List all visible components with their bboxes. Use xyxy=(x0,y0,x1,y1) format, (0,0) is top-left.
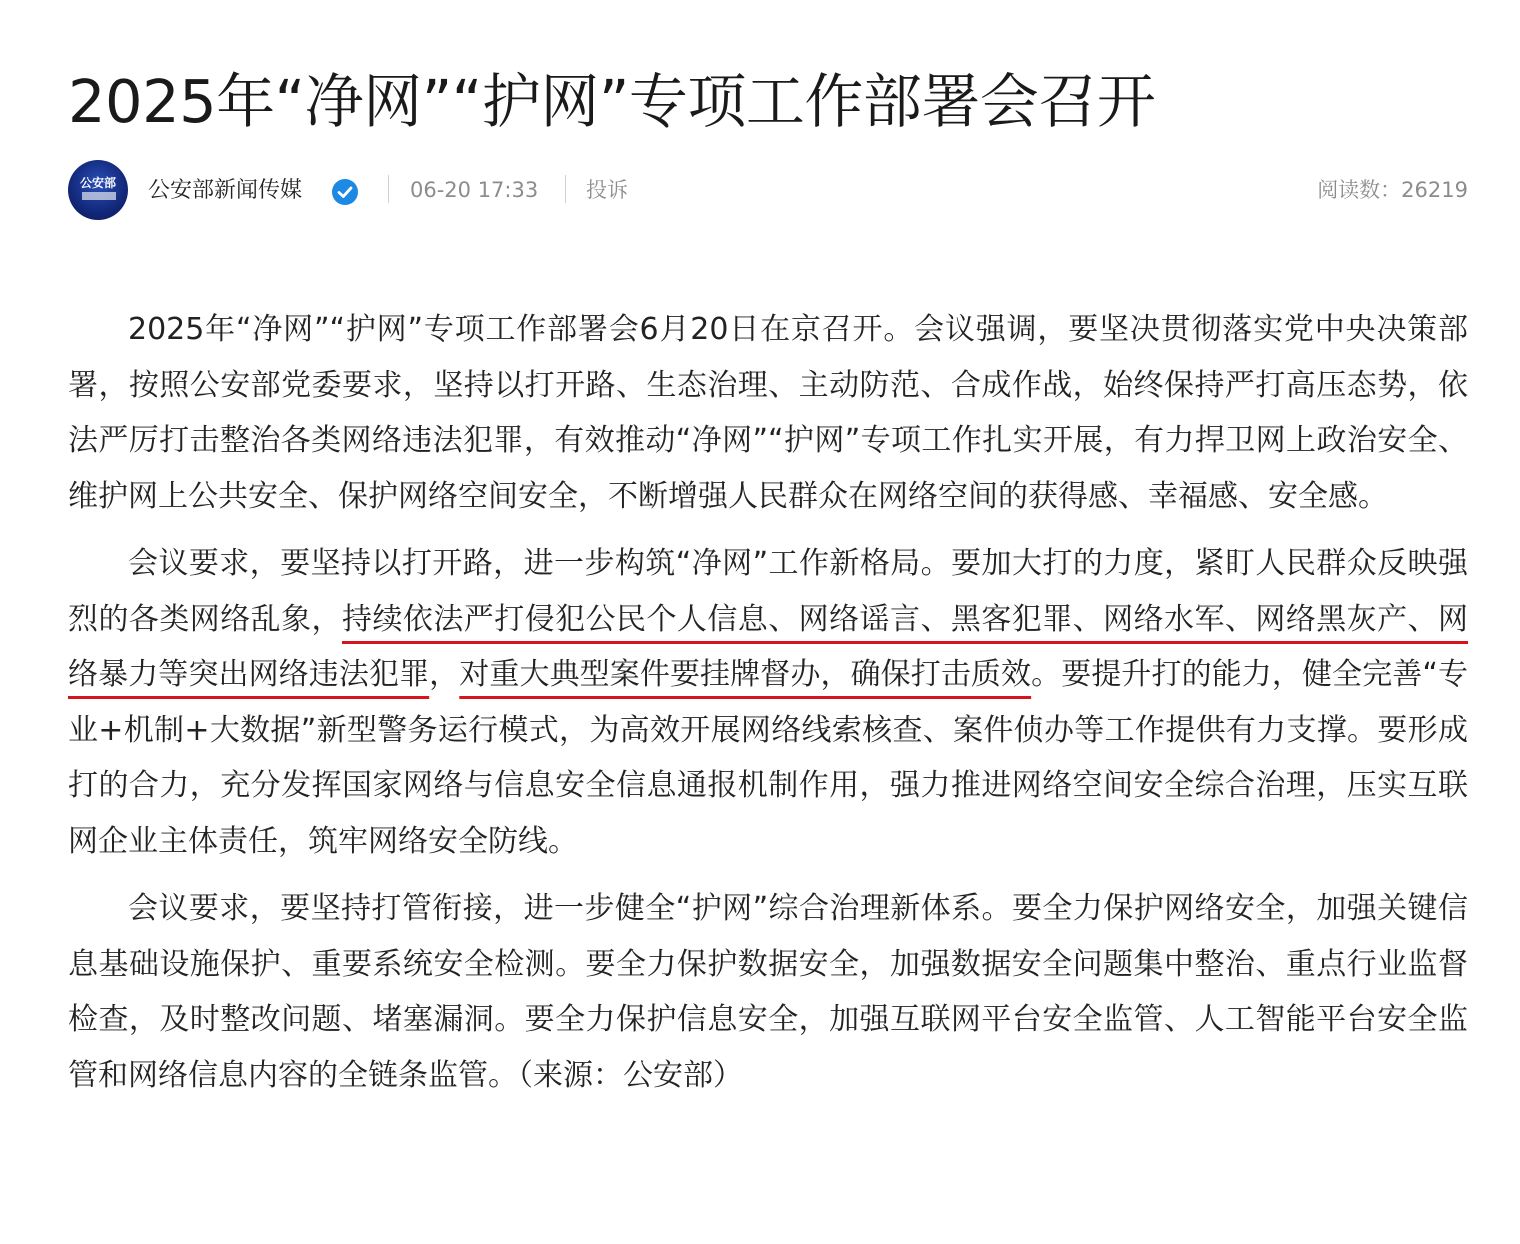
avatar-logo-text: 公安部 xyxy=(79,176,116,190)
meta-divider xyxy=(565,175,566,203)
paragraph: 2025年“净网”“护网”专项工作部署会6月20日在京召开。会议强调，要坚决贯彻落实党中央决策部署，按照公安部党委要求，坚持以打开路、生态治理、主动防范、合成作战，始终保持严打高压态势，依法严厉打击整治各类网络违法犯罪，有效推动“净网”“护网”专项工作扎实开展，有力捍卫网上政治安全、维护网上公共安全、保护网络空间安全，不断增强人民群众在网络空间的获得感、幸福感、安全感。 xyxy=(68,312,1468,514)
paragraph: 会议要求，要坚持打管衔接，进一步健全“护网”综合治理新体系。要全力保护网络安全，加强关键信息基础设施保护、重要系统安全检测。要全力保护数据安全，加强数据安全问题集中整治、重点行业监督检查，及时整改问题、堵塞漏洞。要全力保护信息安全，加强互联网平台安全监管、人工智能平台安全监管和网络信息内容的全链条监管。（来源：公安部） xyxy=(68,891,1468,1093)
meta-divider xyxy=(388,175,389,203)
article-title: 2025年“净网”“护网”专项工作部署会召开 xyxy=(68,67,1156,136)
report-link[interactable]: 投诉 xyxy=(586,178,628,202)
author-name[interactable]: 公安部新闻传媒 xyxy=(148,178,303,203)
avatar-stripe xyxy=(82,192,116,200)
paragraph-text: 会议要求，要坚持以打开路，进一步构筑“净网”工作新格局。要加大打的力度，紧盯人民群众反映强烈的各类网络乱象， xyxy=(68,546,1468,637)
article-body xyxy=(68,302,1468,1115)
verified-badge-icon xyxy=(332,179,358,205)
paragraph xyxy=(68,536,1468,869)
paragraph-text: ， xyxy=(429,657,460,692)
avatar[interactable] xyxy=(68,160,128,220)
underlined-text: 持续依法严打侵犯公民个人信息、网络谣言、黑客犯罪、网络水军、网络黑灰产、网络暴力等突出网络违法犯罪 xyxy=(68,601,1468,692)
read-count: 阅读数：26219 xyxy=(1317,178,1468,202)
article-meta xyxy=(68,160,1468,222)
underlined-text: 对重大典型案件要挂牌督办，确保打击质效 xyxy=(459,657,1032,692)
paragraph-text: 。要提升打的能力，健全完善“专业+机制+大数据”新型警务运行模式，为高效开展网络线索核查、案件侦办等工作提供有力支撑。要形成打的合力，充分发挥国家网络与信息安全信息通报机制作用，强力推进网络空间安全综合治理，压实互联网企业主体责任，筑牢网络安全防线。 xyxy=(68,657,1469,859)
publish-time: 06-20 17:33 xyxy=(410,178,539,202)
